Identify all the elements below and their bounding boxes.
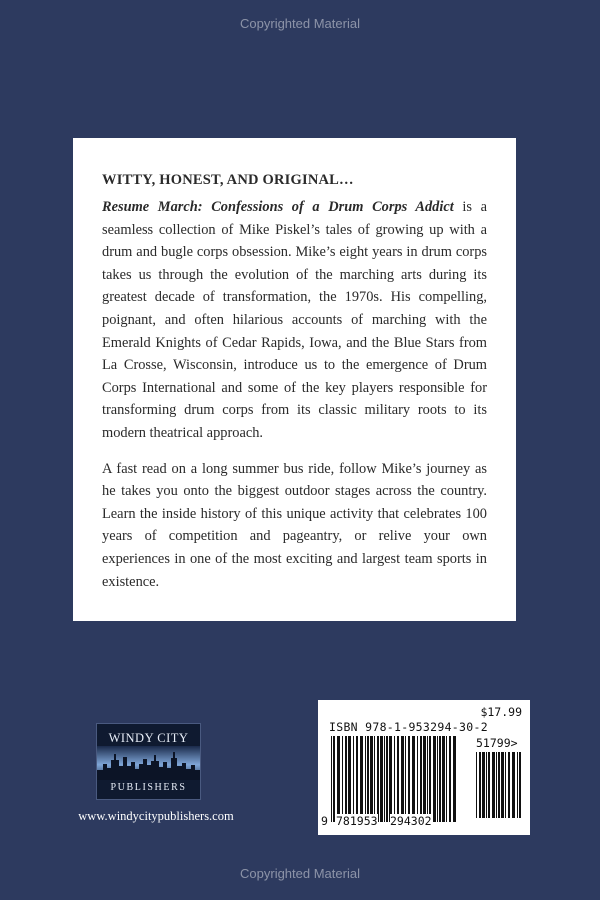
barcode-bar <box>449 736 451 822</box>
barcode-bar <box>505 752 506 818</box>
isbn-number: ISBN 978-1-953294-30-2 <box>329 720 488 734</box>
barcode-bar <box>384 736 385 822</box>
back-cover-blurb <box>73 138 516 621</box>
barcode-bar <box>508 752 510 818</box>
barcode-bar <box>342 736 343 822</box>
book-title: Resume March: Confessions of a Drum Corps Addict <box>102 199 454 215</box>
barcode-bar <box>453 736 456 822</box>
barcode-bar <box>446 736 447 822</box>
barcode-bar <box>353 736 354 822</box>
price-code: 51799> <box>476 736 518 750</box>
barcode-bar <box>348 736 351 822</box>
barcode-bar <box>333 736 335 822</box>
ean-digits <box>318 814 458 830</box>
barcode-bar <box>345 736 347 822</box>
barcode-bar <box>356 736 358 822</box>
barcode-bar <box>519 752 521 818</box>
barcode-bar <box>492 752 495 818</box>
barcode-bar <box>512 752 515 818</box>
barcode-bar <box>501 752 504 818</box>
barcode-bar <box>394 736 395 822</box>
barcode-bar <box>397 736 399 822</box>
barcode-bar <box>442 736 445 822</box>
barcode-bar <box>437 736 438 822</box>
barcode-bar <box>367 736 369 822</box>
barcode-bar <box>412 736 415 822</box>
barcode-bar <box>360 736 363 822</box>
ean-right-group: 294302 <box>390 814 432 828</box>
barcode-bar <box>374 736 375 822</box>
barcode-bar <box>486 752 487 818</box>
barcode-bar <box>331 736 332 822</box>
blurb-paragraph-2: A fast read on a long summer bus ride, follow Mike’s journey as he takes you onto the biggest outdoor stages across the country. Learn the inside history of this unique activity that celebrates 100 years of competition and pageantry, or relive your own experiences in one of the most exciting and largest team sports in existence. <box>102 460 487 590</box>
barcode-bar <box>476 752 477 818</box>
ean-lead-digit: 9 <box>321 814 328 828</box>
barcode-bar <box>498 752 500 818</box>
publisher-logo <box>96 723 201 800</box>
barcode-bar <box>423 736 426 822</box>
barcode-bar <box>380 736 383 822</box>
copyright-watermark-top: Copyrighted Material <box>240 16 360 31</box>
ean-left-group: 781953 <box>336 814 378 828</box>
barcode-bar <box>401 736 404 822</box>
isbn-barcode <box>318 700 530 835</box>
blurb-paragraph-1-text: is a seamless collection of Mike Piskel’s tales of growing up with a drum and bugle corps obsession. Mike’s eight years in drum corps takes us through the evolution of the marching arts during its greatest decade of transformation, the 1970s. His compelling, poignant, and often hilarious accounts of marching with the Emerald Knights of Cedar Rapids, Iowa, and the Blue Stars from La Crosse, Wisconsin, introduce us to the emergence of Drum Corps International and some of the key players responsible for transforming drum corps from its classic military roots to its modern theatrical approach. <box>102 199 487 441</box>
barcode-bar <box>389 736 392 822</box>
barcode-bar <box>417 736 418 822</box>
barcode-bar <box>482 752 485 818</box>
barcode-bar <box>386 736 388 822</box>
barcode-bar <box>337 736 340 822</box>
barcode-bar <box>408 736 410 822</box>
blurb-headline: WITTY, HONEST, AND ORIGINAL… <box>102 172 354 188</box>
barcode-bar <box>439 736 441 822</box>
publisher-logo-wordmark-top: WINDY CITY <box>108 731 189 745</box>
barcode-bar <box>517 752 518 818</box>
barcode-bar <box>496 752 497 818</box>
barcode-bar <box>427 736 428 822</box>
price-label: $17.99 <box>480 705 522 719</box>
publisher-logo-wordmark-bottom: PUBLISHERS <box>110 782 187 793</box>
barcode-bar <box>420 736 422 822</box>
blurb-paragraph-1 <box>102 196 487 445</box>
barcode-bar <box>365 736 366 822</box>
barcode-bar <box>405 736 406 822</box>
barcode-bar <box>370 736 373 822</box>
barcode-bar <box>429 736 431 822</box>
barcode-bar <box>479 752 481 818</box>
barcode-bar <box>377 736 379 822</box>
barcode-bar <box>488 752 490 818</box>
publisher-website: www.windycitypublishers.com <box>78 809 234 823</box>
copyright-watermark-bottom: Copyrighted Material <box>240 866 360 881</box>
barcode-bar <box>433 736 436 822</box>
